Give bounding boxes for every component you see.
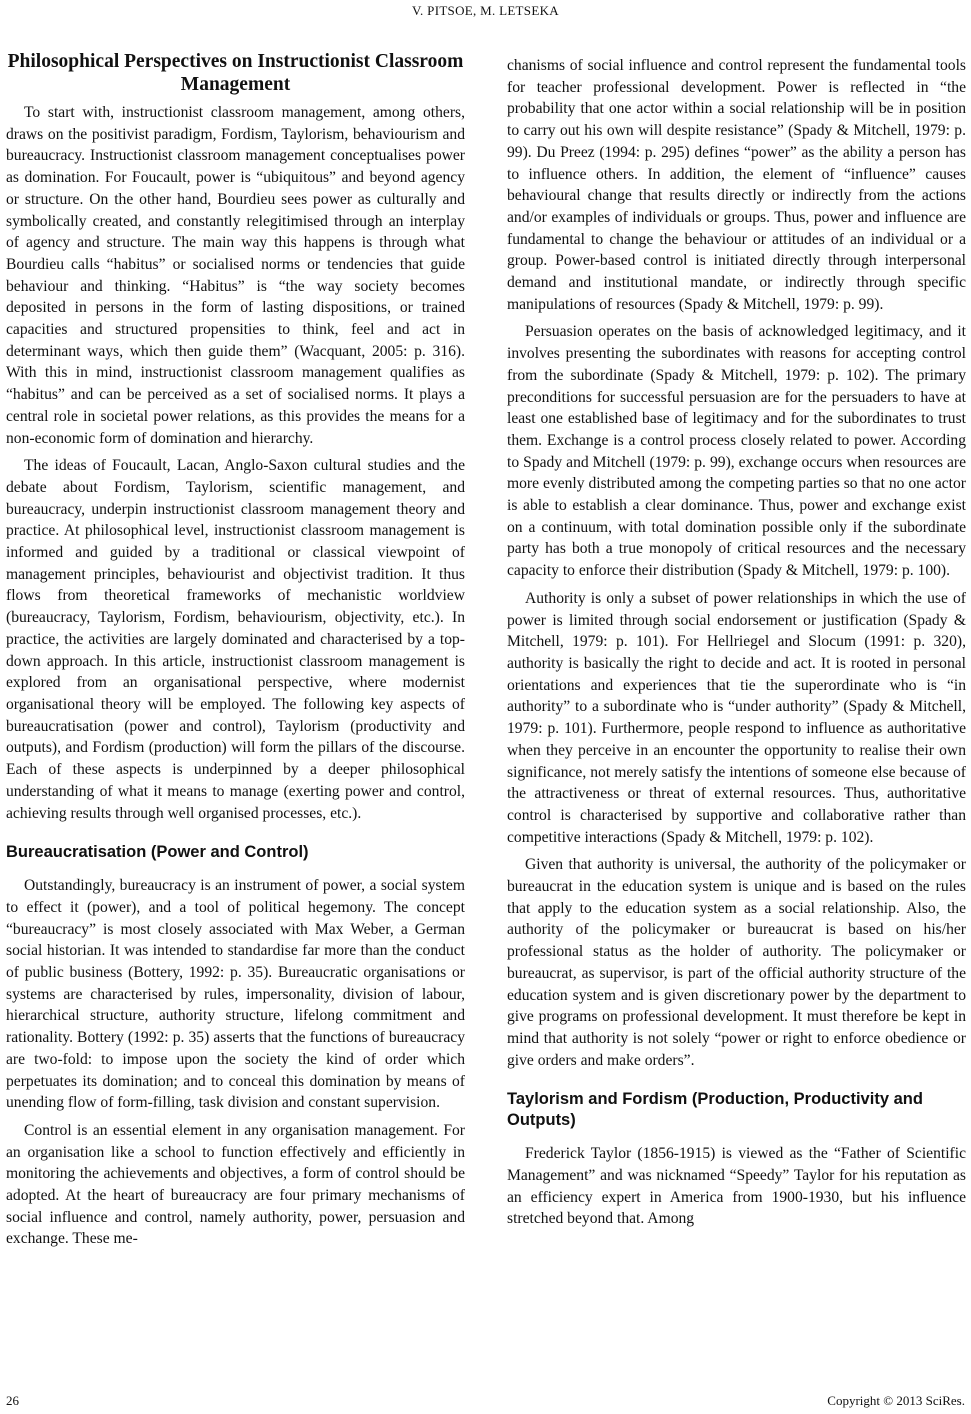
paragraph: Authority is only a subset of power relationships in which the use of power is limited through social endorsement or justification (Spady & Mitchell, 1979: p. 101). For Hellriegel and Slocum (1991: p. 320), authority is basically the right to decide and act. It is rooted in personal orientations and experiences that tie the superordinate who is “in authority” to a subordinate who is “under authority” (Spady & Mitchell, 1979: p. 101). Furthermore, people respond to influence as authoritative when they perceive in an encounter the opportunity to realise their own significance, not merely satisfy the intentions of someone else because of the attractiveness or threat of external resources. Thus, authoritative control is characterised by supportive and collaborative rather than competitive interactions (Spady & Mitchell, 1979: p. 102). xyxy=(507,589,966,846)
paragraph: The ideas of Foucault, Lacan, Anglo-Saxon cultural studies and the debate about Fordism, Taylorism, scientific management, and bureaucracy, underpin instructionist classroom management theory and practice. At philosophical level, instructionist classroom management is informed and guided by a traditional or classical viewpoint of management principles, behaviourist and objectivist tradition. It thus flows from theoretical frameworks of mechanistic worldview (bureaucracy, Taylorism, Fordism, behaviourism, objectivity, etc.). In practice, the activities are largely dominated and characterised by a top-down approach. In this article, instructionist classroom management is explored from an organisational perspective, where modernist organisational theory will be employed. The following key aspects of bureaucratisation (power and control), Taylorism (productivity and outputs), and Fordism (production) will form the pillars of the discourse. Each of these aspects is underpinned by a deeper philosophical understanding of what it means to manage (exerting power and control, achieving results through well organised processes, etc.). xyxy=(6,457,465,822)
paragraph: To start with, instructionist classroom management, among others, draws on the positivist paradigm, Fordism, Taylorism, behaviourism and bureaucracy. Instructionist classroom management conceptualises power as domination. For Foucault, power is “ubiquitous” and beyond agency or structure. On the other hand, Bourdieu sees power as culturally and symbolically created, and constantly relegitimised through an interplay of agency and structure. The main way this happens is through what Bourdieu calls “habitus” or socialised norms or tendencies that guide behaviour and thinking. “Habitus” is “the way society becomes deposited in persons in the form of lasting dispositions, or trained capacities and structured propensities to think, feel and act in determinant ways, which then guide them” (Wacquant, 2005: p. 316). With this in mind, instructionist classroom management qualifies as “habitus” and can be perceived as a set of socialised norms. It plays a central role in societal power relations, as this provides the means for a non-economic form of domination and hierarchy. xyxy=(6,104,465,447)
paragraph: Persuasion operates on the basis of acknowledged legitimacy, and it involves presenting the subordinates with reasons for accepting control from the subordinate (Spady & Mitchell, 1979: p. 102). The primary preconditions for successful persuasion are for the persuaders to have at least one established base of legitimacy and for the subordinates to trust them. Exchange is a control process closely related to power. According to Spady and Mitchell (1979: p. 99), exchange occurs when resources are more evenly distributed among the competing parties so that no one actor is able to establish a clear dominance. Thus, power and exchange exist on a continuum, with total domination possible only if the subordinate party has both a true monopoly of critical resources and the necessary capacity to enforce their distribution (Spady & Mitchell, 1979: p. 100). xyxy=(507,323,966,580)
section-heading: Taylorism and Fordism (Production, Productivity and Outputs) xyxy=(507,1090,923,1130)
paragraph: Outstandingly, bureaucracy is an instrument of power, a social system to effect it (power), and a tool of political hegemony. The concept “bureaucracy” is most closely associated with Max Weber, a German social historian. It was intended to standardise far more than the conduct of public business (Bottery, 1992: p. 35). Bureaucratic organisations or systems are characterised by rules, impersonality, division of labour, hierarchical structure, authority structure, lifelong commitment and rationality. Bottery (1992: p. 35) asserts that the functions of bureaucracy are two-fold: to impose upon the society the kind of order which perpetuates its domination; and to conceal this domination by means of unending flow of form-filling, task division and constant supervision. xyxy=(6,877,465,1112)
section-title: Philosophical Perspectives on Instructionist Classroom Management xyxy=(7,51,464,95)
paragraph: Given that authority is universal, the authority of the policymaker or bureaucrat in the education system is unique and is based on the rules that apply to the education system as a social relationship. Also, the authority of the policymaker or bureaucrat is based on his/her professional status as the holder of authority. The policymaker or bureaucrat, as supervisor, is part of the official authority structure of the education system and is given discretionary power by the department to give programs on professional development. It must therefore be kept in mind that authority is not solely “power or right to enforce obedience or give orders and make orders”. xyxy=(507,856,966,1069)
left-column xyxy=(6,50,465,1256)
page-number: 26 xyxy=(6,1393,19,1408)
paragraph: Control is an essential element in any organisation management. For an organisation like a school to function effectively and efficiently in monitoring the achievements and objectives, a form of control should be adopted. At the heart of bureaucracy are four primary mechanisms of social influence and control, namely authority, power, persuasion and exchange. These me- xyxy=(6,1121,465,1248)
section-heading: Bureaucratisation (Power and Control) xyxy=(6,843,309,862)
copyright-notice: Copyright © 2013 SciRes. xyxy=(827,1393,965,1408)
running-head: V. PITSOE, M. LETSEKA xyxy=(412,3,559,18)
paragraph: chanisms of social influence and control represent the fundamental tools for teacher professional development. Power is reflected in “the probability that one actor within a social relationship will be in position to carry out his own will despite resistance” (Spady & Mitchell, 1979: p. 99). Du Preez (1994: p. 295) defines “power” as the ability a person has to influence others. In addition, the element of “influence” causes behavioural change that results directly or indirectly from the actions and/or examples of individuals or groups. Thus, power and influence are fundamental to change the behaviour or attitudes of an individual or a group. Power-based control is initiated directly through interpersonal demand and institutional mandate, or indirectly through specific manipulations of resources (Spady & Mitchell, 1979: p. 99). xyxy=(507,57,966,313)
paragraph: Frederick Taylor (1856-1915) is viewed as the “Father of Scientific Management” and was nicknamed “Speedy” Taylor for his reputation as an efficiency expert in America from 1900-1930, but his influence stretched beyond that. Among xyxy=(507,1145,966,1228)
right-column xyxy=(507,55,966,1236)
